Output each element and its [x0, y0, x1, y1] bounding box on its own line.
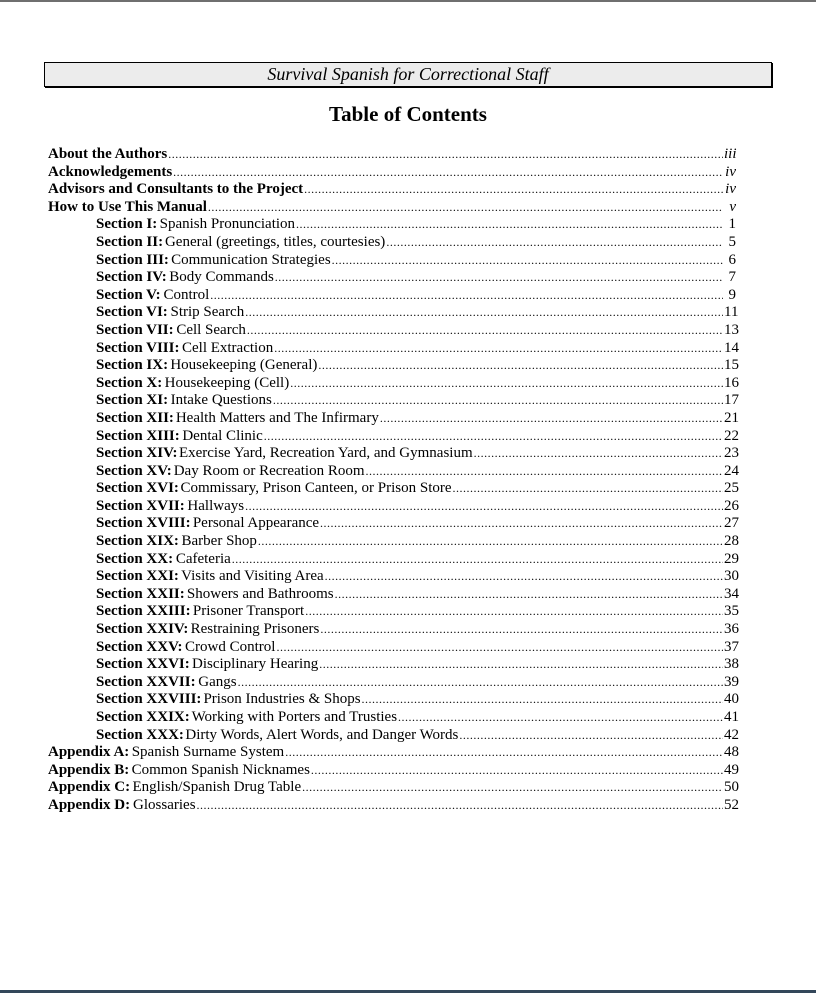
dot-leader	[245, 498, 723, 516]
toc-entry-page-number: 15	[724, 357, 739, 374]
dot-leader	[474, 445, 723, 463]
toc-entry[interactable]	[48, 497, 739, 516]
toc-entry-title: Body Commands	[169, 269, 274, 286]
toc-entry-title: Housekeeping (General)	[170, 357, 318, 374]
toc-entry-prefix: Section XXIV:	[96, 621, 189, 638]
toc-entry-prefix: Section XII:	[96, 409, 174, 426]
toc-entry-title: Common Spanish Nicknames	[131, 761, 310, 778]
toc-entry[interactable]	[48, 392, 739, 410]
toc-entry-page-number: iv	[725, 163, 736, 180]
toc-entry[interactable]	[48, 568, 739, 586]
toc-entry-title: Intake Questions	[170, 392, 272, 409]
toc-entry-title: Working with Porters and Trusties	[191, 709, 398, 725]
toc-entry-title: Dental Clinic	[182, 427, 263, 444]
toc-entry-page-number: 30	[724, 568, 739, 585]
toc-entry-prefix: Section XVII:	[96, 497, 185, 514]
toc-entry-page-number: 21	[724, 409, 739, 426]
dot-leader	[335, 586, 723, 604]
dot-leader	[311, 762, 723, 780]
toc-entry-prefix: Section VIII:	[96, 339, 180, 356]
dot-leader	[319, 656, 723, 674]
toc-entry-prefix: Advisors and Consultants to the Project	[48, 181, 304, 198]
dot-leader	[245, 304, 723, 322]
dot-leader	[296, 216, 723, 234]
toc-entry-title: Day Room or Recreation Room	[173, 462, 365, 479]
toc-entry-page-number: 17	[724, 392, 739, 409]
toc-entry[interactable]	[48, 656, 739, 674]
toc-entry-page-number: 38	[724, 656, 739, 673]
toc-entry-page-number: 26	[724, 497, 739, 514]
toc-entry[interactable]	[48, 181, 736, 199]
toc-entry-prefix: About the Authors	[48, 146, 168, 162]
toc-entry-prefix: Section XIX:	[96, 533, 179, 550]
toc-entry[interactable]	[48, 199, 736, 217]
dot-leader	[366, 463, 724, 481]
toc-entry-page-number: 39	[724, 673, 739, 690]
toc-entry-prefix: Section XXI:	[96, 568, 179, 585]
toc-entry-title: Cell Search	[176, 321, 246, 338]
toc-entry[interactable]	[48, 269, 736, 287]
toc-entry-title: Restraining Prisoners	[190, 621, 320, 638]
dot-leader	[285, 744, 723, 762]
toc-entry-prefix: Section II:	[96, 233, 164, 250]
toc-entry-prefix: Section XXVII:	[96, 673, 196, 690]
toc-entry-page-number: 7	[728, 269, 736, 286]
dot-leader	[197, 797, 723, 815]
toc-entry[interactable]	[48, 726, 739, 745]
dot-leader	[247, 322, 723, 340]
toc-entry-title: Spanish Surname System	[131, 744, 285, 761]
toc-entry[interactable]	[48, 304, 739, 322]
dot-leader	[173, 164, 723, 182]
toc-entry-prefix: Section IX:	[96, 357, 169, 374]
dot-leader	[275, 269, 723, 287]
toc-entry-page-number: 11	[724, 304, 739, 321]
toc-entry-prefix: Section XXII:	[96, 585, 185, 602]
toc-entry-title: Housekeeping (Cell)	[164, 374, 290, 391]
toc-entry-prefix: Appendix D:	[48, 796, 131, 813]
dot-leader	[208, 199, 723, 217]
dot-leader	[232, 551, 723, 569]
toc-entry[interactable]	[48, 374, 739, 393]
toc-entry-prefix: Section XXVIII:	[96, 691, 202, 708]
toc-entry[interactable]	[48, 146, 736, 164]
toc-entry[interactable]	[48, 515, 739, 533]
toc-entry-title: Prisoner Transport	[192, 603, 305, 620]
toc-entry[interactable]	[48, 673, 739, 692]
dot-leader	[258, 533, 723, 551]
toc-entry-page-number: 34	[724, 585, 739, 602]
toc-entry-prefix: Section XX:	[96, 550, 174, 567]
toc-entry-prefix: Section XVIII:	[96, 515, 191, 532]
toc-entry-title: Cell Extraction	[181, 339, 274, 356]
toc-entry-page-number: 36	[724, 621, 739, 638]
dot-leader	[332, 252, 723, 270]
toc-entry[interactable]	[48, 585, 739, 604]
toc-entry-prefix: Section IV:	[96, 269, 167, 286]
toc-entry[interactable]	[48, 216, 736, 234]
running-header-title: Survival Spanish for Correctional Staff	[267, 64, 549, 84]
toc-entry-title: Exercise Yard, Recreation Yard, and Gymnasium	[178, 445, 473, 462]
toc-entry[interactable]	[48, 796, 739, 815]
toc-entry-prefix: Section X:	[96, 374, 163, 391]
toc-entry-page-number: v	[729, 198, 736, 215]
dot-leader	[325, 568, 723, 586]
toc-entry-page-number: 52	[724, 796, 739, 813]
toc-entry-prefix: Section XXX:	[96, 726, 184, 743]
dot-leader	[290, 375, 723, 393]
toc-entry-prefix: Section XXIII:	[96, 603, 191, 620]
toc-entry-prefix: Section VII:	[96, 321, 174, 338]
toc-entry-page-number: 1	[728, 216, 736, 233]
toc-entry-page-number: 16	[724, 374, 739, 391]
toc-entry-page-number: 29	[724, 550, 739, 567]
toc-entry-prefix: Section XV:	[96, 462, 172, 479]
toc-entry[interactable]	[48, 164, 736, 182]
toc-entry-title: Barber Shop	[181, 533, 257, 550]
toc-entry-page-number: 41	[724, 709, 739, 725]
toc-entry-page-number: 5	[728, 233, 736, 250]
toc-entry-title: Gangs	[198, 673, 237, 690]
toc-entry-page-number: 50	[724, 779, 739, 796]
toc-entry-title: Commissary, Prison Canteen, or Prison Store	[180, 480, 452, 497]
toc-entry-title: Showers and Bathrooms	[186, 585, 334, 602]
toc-entry-prefix: How to Use This Manual	[48, 198, 207, 215]
dot-leader	[398, 709, 723, 727]
toc-entry-page-number: 40	[724, 691, 739, 708]
toc-entry-page-number: 28	[724, 533, 739, 550]
toc-entry[interactable]	[48, 252, 736, 270]
page-title: Table of Contents	[329, 102, 487, 126]
toc-entry-page-number: iv	[725, 181, 736, 198]
toc-entry[interactable]	[48, 709, 739, 727]
toc-entry-title: Cafeteria	[175, 550, 231, 567]
toc-entry-prefix: Acknowledgements	[48, 163, 173, 180]
toc-entry-title: Personal Appearance	[192, 515, 320, 532]
toc-entry-page-number: 27	[724, 515, 739, 532]
toc-entry-title: Prison Industries & Shops	[203, 691, 361, 708]
toc-entry-page-number: 23	[724, 445, 739, 462]
toc-entry-title: Communication Strategies	[171, 251, 331, 268]
dot-leader	[276, 639, 723, 657]
toc-entry-title: Disciplinary Hearing	[192, 656, 319, 673]
toc-entry[interactable]	[48, 462, 739, 481]
toc-entry[interactable]	[48, 691, 739, 709]
toc-entry-prefix: Section XI:	[96, 392, 169, 409]
toc-entry-page-number: 42	[724, 726, 739, 743]
toc-entry-prefix: Section XXIX:	[96, 709, 190, 725]
dot-leader	[168, 146, 723, 164]
dot-leader	[302, 779, 723, 797]
dot-leader	[273, 392, 723, 410]
toc-entry[interactable]	[48, 409, 739, 428]
table-of-contents	[48, 146, 739, 815]
toc-entry-page-number: 35	[724, 603, 739, 620]
toc-entry-page-number: 22	[724, 427, 739, 444]
toc-entry[interactable]	[48, 638, 739, 657]
dot-leader	[453, 480, 723, 498]
toc-entry-prefix: Section XXV:	[96, 638, 183, 655]
toc-entry-prefix: Appendix B:	[48, 761, 130, 778]
dot-leader	[304, 181, 723, 199]
toc-entry[interactable]	[48, 339, 739, 358]
toc-entry-title: Hallways	[187, 497, 245, 514]
toc-entry[interactable]	[48, 427, 739, 446]
toc-entry[interactable]	[48, 744, 739, 762]
toc-entry[interactable]	[48, 480, 739, 498]
toc-entry-prefix: Section XVI:	[96, 480, 179, 497]
toc-entry-prefix: Section VI:	[96, 304, 168, 321]
toc-entry-title: Dirty Words, Alert Words, and Danger Words	[185, 726, 459, 743]
toc-entry[interactable]	[48, 287, 736, 305]
toc-entry-prefix: Section XIII:	[96, 427, 180, 444]
toc-entry[interactable]	[48, 550, 739, 569]
toc-entry[interactable]	[48, 761, 739, 780]
toc-entry-prefix: Section XIV:	[96, 445, 178, 462]
dot-leader	[264, 428, 723, 446]
toc-entry-title: Strip Search	[170, 304, 245, 321]
dot-leader	[210, 287, 723, 305]
toc-entry-page-number: 49	[724, 761, 739, 778]
toc-entry-title: Crowd Control	[185, 638, 276, 655]
toc-entry[interactable]	[48, 779, 739, 797]
dot-leader	[318, 357, 723, 375]
toc-entry-title: Visits and Visiting Area	[181, 568, 324, 585]
dot-leader	[238, 674, 723, 692]
toc-entry[interactable]	[48, 321, 739, 340]
toc-entry-page-number: 48	[724, 744, 739, 761]
toc-entry-title: English/Spanish Drug Table	[132, 779, 302, 796]
toc-entry-prefix: Section XXVI:	[96, 656, 190, 673]
running-header	[44, 62, 772, 87]
dot-leader	[320, 621, 723, 639]
dot-leader	[320, 515, 723, 533]
toc-entry-prefix: Appendix C:	[48, 779, 131, 796]
toc-entry-page-number: 25	[724, 480, 739, 497]
toc-entry[interactable]	[48, 533, 739, 551]
toc-entry[interactable]	[48, 445, 739, 463]
toc-entry[interactable]	[48, 357, 739, 375]
toc-entry-page-number: 6	[728, 251, 736, 268]
toc-entry-prefix: Section I:	[96, 216, 158, 233]
toc-entry-page-number: 9	[728, 286, 736, 303]
dot-leader	[305, 603, 723, 621]
toc-entry-title: Health Matters and The Infirmary	[175, 409, 379, 426]
toc-entry[interactable]	[48, 603, 739, 621]
dot-leader	[380, 410, 723, 428]
toc-entry-page-number: 14	[724, 339, 739, 356]
toc-entry[interactable]	[48, 621, 739, 639]
toc-entry-title: Glossaries	[133, 796, 196, 813]
toc-entry-title: Control	[163, 286, 210, 303]
toc-entry-prefix: Section III:	[96, 251, 169, 268]
dot-leader	[274, 340, 723, 358]
toc-entry-page-number: 37	[724, 638, 739, 655]
dot-leader	[362, 691, 723, 709]
dot-leader	[459, 727, 723, 745]
toc-entry-page-number: 24	[724, 462, 739, 479]
toc-entry-title: General (greetings, titles, courtesies)	[164, 233, 386, 250]
toc-entry-title: Spanish Pronunciation	[159, 216, 296, 233]
top-border	[0, 0, 816, 2]
toc-entry-prefix: Section V:	[96, 286, 161, 303]
toc-entry-prefix: Appendix A:	[48, 744, 130, 761]
toc-entry-page-number: iii	[724, 146, 737, 162]
toc-entry[interactable]	[48, 234, 736, 252]
dot-leader	[386, 234, 723, 252]
toc-entry-page-number: 13	[724, 321, 739, 338]
